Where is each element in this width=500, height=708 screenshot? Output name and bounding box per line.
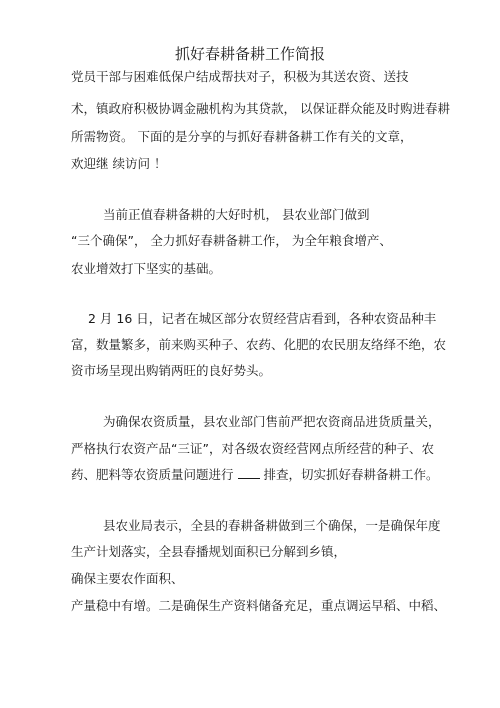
paragraph-2-line-2: “三个确保”， 全力抓好春耕备耕工作， 为全年粮食增产、 <box>71 233 392 248</box>
paragraph-2-line-1: 当前正值春耕备耕的大好时机， 县农业部门做到 <box>103 207 370 222</box>
paragraph-4-line-3-start: 药、肥料等农资质量问题进行 <box>71 467 234 482</box>
document-title: 抓好春耕备耕工作简报 <box>174 45 325 63</box>
paragraph-1-line-3: 所需物资。 下面的是分享的与抓好春耕备耕工作有关的文章， <box>71 129 413 144</box>
paragraph-5-line-2: 生产计划落实，全县春播规划面积已分解到乡镇， <box>71 544 347 559</box>
fill-in-blank <box>238 466 260 479</box>
paragraph-1-line-1: 党员干部与困难低保户结成帮扶对子，积极为其送农资、送技 <box>71 69 409 84</box>
paragraph-1-line-4: 欢迎继 续访问 ！ <box>71 156 167 171</box>
paragraph-3-line-2: 富，数量繁多，前来购买种子、农药、化肥的农民朋友络绎不绝，农 <box>71 337 447 352</box>
paragraph-5-line-1: 县农业局表示，全县的春耕备耕做到三个确保，一是确保年度 <box>103 518 441 533</box>
paragraph-4-line-2: 严格执行农资产品“三证”，对各级农资经营网点所经营的种子、农 <box>71 441 434 456</box>
paragraph-1-line-2: 术，镇政府积极协调金融机构为其贷款， 以保证群众能及时购进春耕 <box>71 101 450 116</box>
paragraph-2-line-3: 农业增效打下坚实的基础。 <box>71 261 222 276</box>
paragraph-5-line-3: 确保主要农作面积、 <box>71 571 184 586</box>
paragraph-4-line-1: 为确保农资质量，县农业部门售前严把农资商品进货质量关， <box>103 414 441 429</box>
paragraph-4-line-3-wrapper <box>71 466 439 484</box>
paragraph-3-line-1: 2 月 16 日，记者在城区部分农贸经营店看到，各种农资品种丰 <box>88 311 437 326</box>
paragraph-5-line-4: 产量稳中有增。二是确保生产资料储备充足，重点调运早稻、中稻、 <box>71 598 447 613</box>
paragraph-4-line-3-end: 排查，切实抓好春耕备耕工作。 <box>263 467 439 482</box>
paragraph-3-line-3: 资市场呈现出购销两旺的良好势头。 <box>71 363 272 378</box>
